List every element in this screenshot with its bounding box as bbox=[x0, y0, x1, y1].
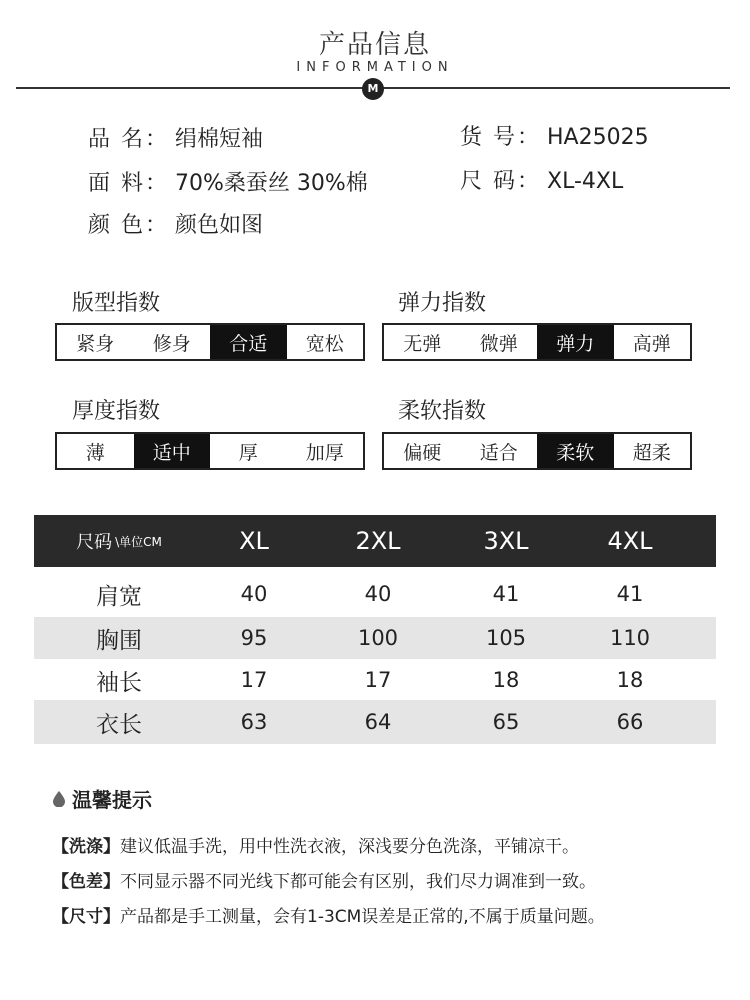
fit-option-2: 修身 bbox=[152, 332, 191, 355]
size-col-header: 3XL bbox=[483, 527, 529, 555]
size-col-header: XL bbox=[239, 527, 269, 555]
thickness-option-4: 加厚 bbox=[305, 441, 344, 464]
table-row bbox=[34, 700, 716, 744]
thickness-index-title: 厚度指数 bbox=[72, 399, 161, 424]
product-name-value: 绢棉短袖 bbox=[175, 127, 264, 152]
table-cell: 18 bbox=[616, 668, 644, 692]
tip-text: 建议低温手洗，用中性洗衣液，深浅要分色洗涤，平铺凉干。 bbox=[120, 837, 579, 857]
table-cell: 66 bbox=[616, 710, 644, 734]
size-table-corner-label: 尺码 bbox=[76, 532, 113, 553]
table-cell: 100 bbox=[357, 626, 399, 650]
stretch-option-2: 微弹 bbox=[479, 332, 518, 355]
size-col-header: 4XL bbox=[607, 527, 653, 555]
size-col-header: 2XL bbox=[355, 527, 401, 555]
table-row bbox=[34, 617, 716, 659]
table-row bbox=[34, 573, 716, 615]
tips-title: 温馨提示 bbox=[72, 788, 152, 812]
softness-option-3-selected: 柔软 bbox=[537, 434, 614, 468]
tip-item bbox=[52, 902, 605, 927]
page-title: 产品信息 bbox=[318, 30, 431, 60]
product-material bbox=[88, 166, 368, 197]
product-name bbox=[88, 122, 263, 153]
stretch-index-bar bbox=[382, 323, 692, 361]
fit-index-title: 版型指数 bbox=[72, 291, 161, 316]
product-sku bbox=[460, 120, 649, 151]
softness-index-title: 柔软指数 bbox=[398, 399, 487, 424]
table-cell: 63 bbox=[240, 710, 268, 734]
product-size-value: XL-4XL bbox=[547, 169, 624, 194]
table-cell: 105 bbox=[485, 626, 527, 650]
page-subtitle: INFORMATION bbox=[296, 60, 454, 75]
row-label: 袖长 bbox=[96, 669, 142, 696]
softness-index-bar bbox=[382, 432, 692, 470]
product-size-label: 尺 码： bbox=[460, 169, 541, 194]
table-row bbox=[34, 659, 716, 701]
product-color-label: 颜 色： bbox=[88, 213, 169, 238]
tip-tag: 【色差】 bbox=[52, 872, 120, 892]
row-label: 肩宽 bbox=[96, 583, 142, 610]
fit-option-4: 宽松 bbox=[305, 332, 344, 355]
table-cell: 95 bbox=[240, 626, 268, 650]
tip-tag: 【洗涤】 bbox=[52, 837, 120, 857]
size-table-header bbox=[34, 515, 716, 567]
table-cell: 17 bbox=[240, 668, 268, 692]
product-sku-value: HA25025 bbox=[547, 125, 649, 150]
size-table-corner bbox=[34, 515, 204, 567]
softness-option-1: 偏硬 bbox=[403, 441, 442, 464]
product-name-label: 品 名： bbox=[88, 127, 169, 152]
table-cell: 18 bbox=[492, 668, 520, 692]
thickness-option-3: 厚 bbox=[238, 441, 258, 464]
tip-text: 产品都是手工测量，会有1-3CM误差是正常的,不属于质量问题。 bbox=[120, 907, 605, 927]
product-color bbox=[88, 208, 263, 239]
stretch-option-4: 高弹 bbox=[632, 332, 671, 355]
fit-option-1: 紧身 bbox=[76, 332, 115, 355]
table-cell: 41 bbox=[616, 582, 644, 606]
table-cell: 41 bbox=[492, 582, 520, 606]
table-cell: 40 bbox=[364, 582, 392, 606]
stretch-index-title: 弹力指数 bbox=[398, 291, 487, 316]
thickness-option-2-selected: 适中 bbox=[134, 434, 211, 468]
row-label: 衣长 bbox=[96, 711, 142, 738]
softness-option-2: 适合 bbox=[479, 441, 518, 464]
product-material-label: 面 料： bbox=[88, 171, 169, 196]
table-cell: 65 bbox=[492, 710, 520, 734]
table-cell: 17 bbox=[364, 668, 392, 692]
product-size bbox=[460, 164, 623, 195]
softness-option-4: 超柔 bbox=[632, 441, 671, 464]
fit-index-bar bbox=[55, 323, 365, 361]
table-cell: 64 bbox=[364, 710, 392, 734]
thickness-option-1: 薄 bbox=[85, 441, 105, 464]
size-table-unit: \单位CM bbox=[115, 534, 162, 549]
product-sku-label: 货 号： bbox=[460, 125, 541, 150]
stretch-option-3-selected: 弹力 bbox=[537, 325, 614, 359]
table-cell: 110 bbox=[609, 626, 651, 650]
tip-item bbox=[52, 867, 596, 892]
tip-text: 不同显示器不同光线下都可能会有区别，我们尽力调准到一致。 bbox=[120, 872, 596, 892]
table-cell: 40 bbox=[240, 582, 268, 606]
tips-heading bbox=[52, 784, 152, 813]
tip-item bbox=[52, 832, 579, 857]
product-color-value: 颜色如图 bbox=[175, 213, 264, 238]
thickness-index-bar bbox=[55, 432, 365, 470]
product-material-value: 70%桑蚕丝 30%棉 bbox=[175, 171, 368, 196]
droplet-icon bbox=[52, 791, 66, 807]
fit-option-3-selected: 合适 bbox=[210, 325, 287, 359]
m-badge-icon: M bbox=[362, 78, 384, 100]
tip-tag: 【尺寸】 bbox=[52, 907, 120, 927]
row-label: 胸围 bbox=[96, 627, 142, 654]
stretch-option-1: 无弹 bbox=[403, 332, 442, 355]
